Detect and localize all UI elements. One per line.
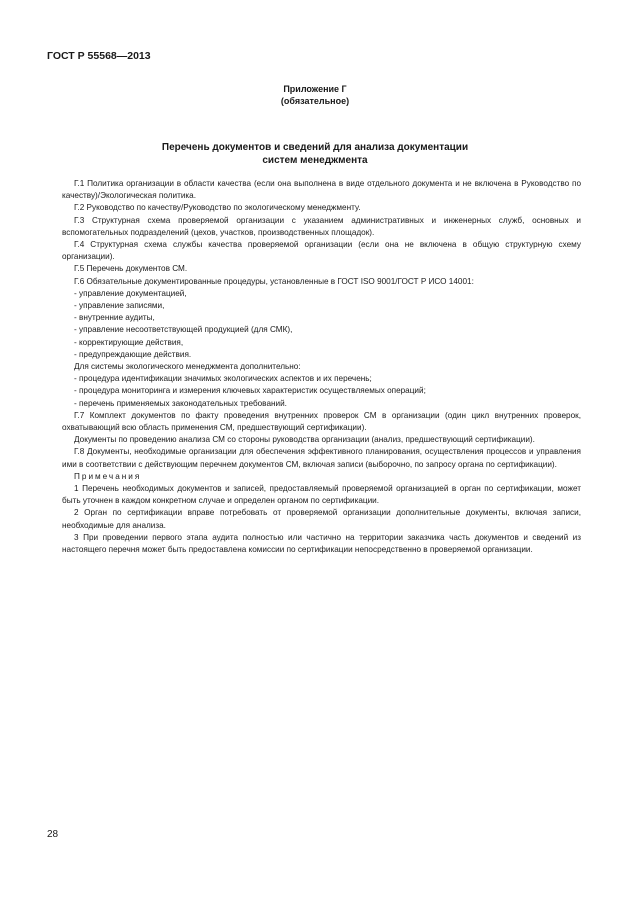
list-item: - управление документацией, (74, 288, 187, 298)
note-1: 1 Перечень необходимых документов и записей, предоставляемый проверяемой организацией в орган по сертификации, может быть уточнен в каждом конкретном случае и определен органом по сертификации. (62, 484, 581, 506)
list-item: - внутренние аудиты, (74, 313, 155, 323)
paragraph-g3: Г.3 Структурная схема проверяемой организации с указанием административных и инженерных служб, основных и вспомогательных подразделений (цехов, участков, производственных площадок). (62, 215, 581, 237)
notes-label: Примечания (74, 471, 142, 481)
document-standard-header: ГОСТ Р 55568—2013 (47, 50, 151, 62)
document-body (62, 178, 581, 556)
paragraph-ems-intro: Для системы экологического менеджмента дополнительно: (74, 362, 301, 372)
paragraph-g7: Г.7 Комплект документов по факту проведения внутренних проверок СМ в организации (один цикл внутренних проверок, охватывающий всю область применения СМ, предшествующий сертификации). (62, 410, 581, 433)
paragraph-g2: Г.2 Руководство по качеству/Руководство по экологическому менеджменту. (74, 203, 361, 213)
list-item: - корректирующие действия, (74, 337, 184, 347)
paragraph-g8: Г.8 Документы, необходимые организации для обеспечения эффективного планирования, осуществления процессов и управления ими в соответствии с действующим перечнем документов СМ, включая записи (выборочно, по запросу органа по сертификации). (62, 447, 581, 469)
list-item: - процедура идентификации значимых экологических аспектов и их перечень; (74, 374, 372, 384)
paragraph-g7-extra: Документы по проведению анализа СМ со стороны руководства организации (анализ, предшествующий сертификации). (74, 435, 535, 445)
list-item: - управление несоответствующей продукцией (для СМК), (74, 325, 293, 335)
paragraph-g1: Г.1 Политика организации в области качества (если она выполнена в виде отдельного документа и не включена в Руководство по качеству)/Экологическая политика. (62, 179, 581, 201)
annex-title: Приложение Г (283, 84, 347, 94)
section-heading-line-2: систем менеджмента (262, 155, 368, 166)
page-number: 28 (47, 829, 59, 840)
section-heading (0, 141, 630, 167)
list-item: - управление записями, (74, 301, 165, 311)
section-heading-line-1: Перечень документов и сведений для анализа документации (161, 142, 469, 153)
list-item: - предупреждающие действия. (74, 349, 192, 359)
paragraph-g5: Г.5 Перечень документов СМ. (74, 264, 188, 274)
paragraph-g4: Г.4 Структурная схема службы качества проверяемой организации (если она не включена в общую структурную схему организации). (62, 240, 581, 262)
list-item: - перечень применяемых законодательных требований. (74, 398, 287, 408)
list-item: - процедура мониторинга и измерения ключевых характеристик осуществляемых операций; (74, 386, 426, 396)
note-2: 2 Орган по сертификации вправе потребовать от проверяемой организации дополнительные документы, включая записи, необходимые для анализа. (62, 508, 581, 530)
note-3: 3 При проведении первого этапа аудита полностью или частично на территории заказчика часть документов и сведений из настоящего перечня может быть предоставлена комиссии по сертификации непосредственно в проверяемой организации. (62, 532, 581, 555)
annex-status: (обязательное) (280, 96, 350, 106)
paragraph-g6: Г.6 Обязательные документированные процедуры, установленные в ГОСТ ISO 9001/ГОСТ Р ИСО 14001: (74, 276, 474, 286)
